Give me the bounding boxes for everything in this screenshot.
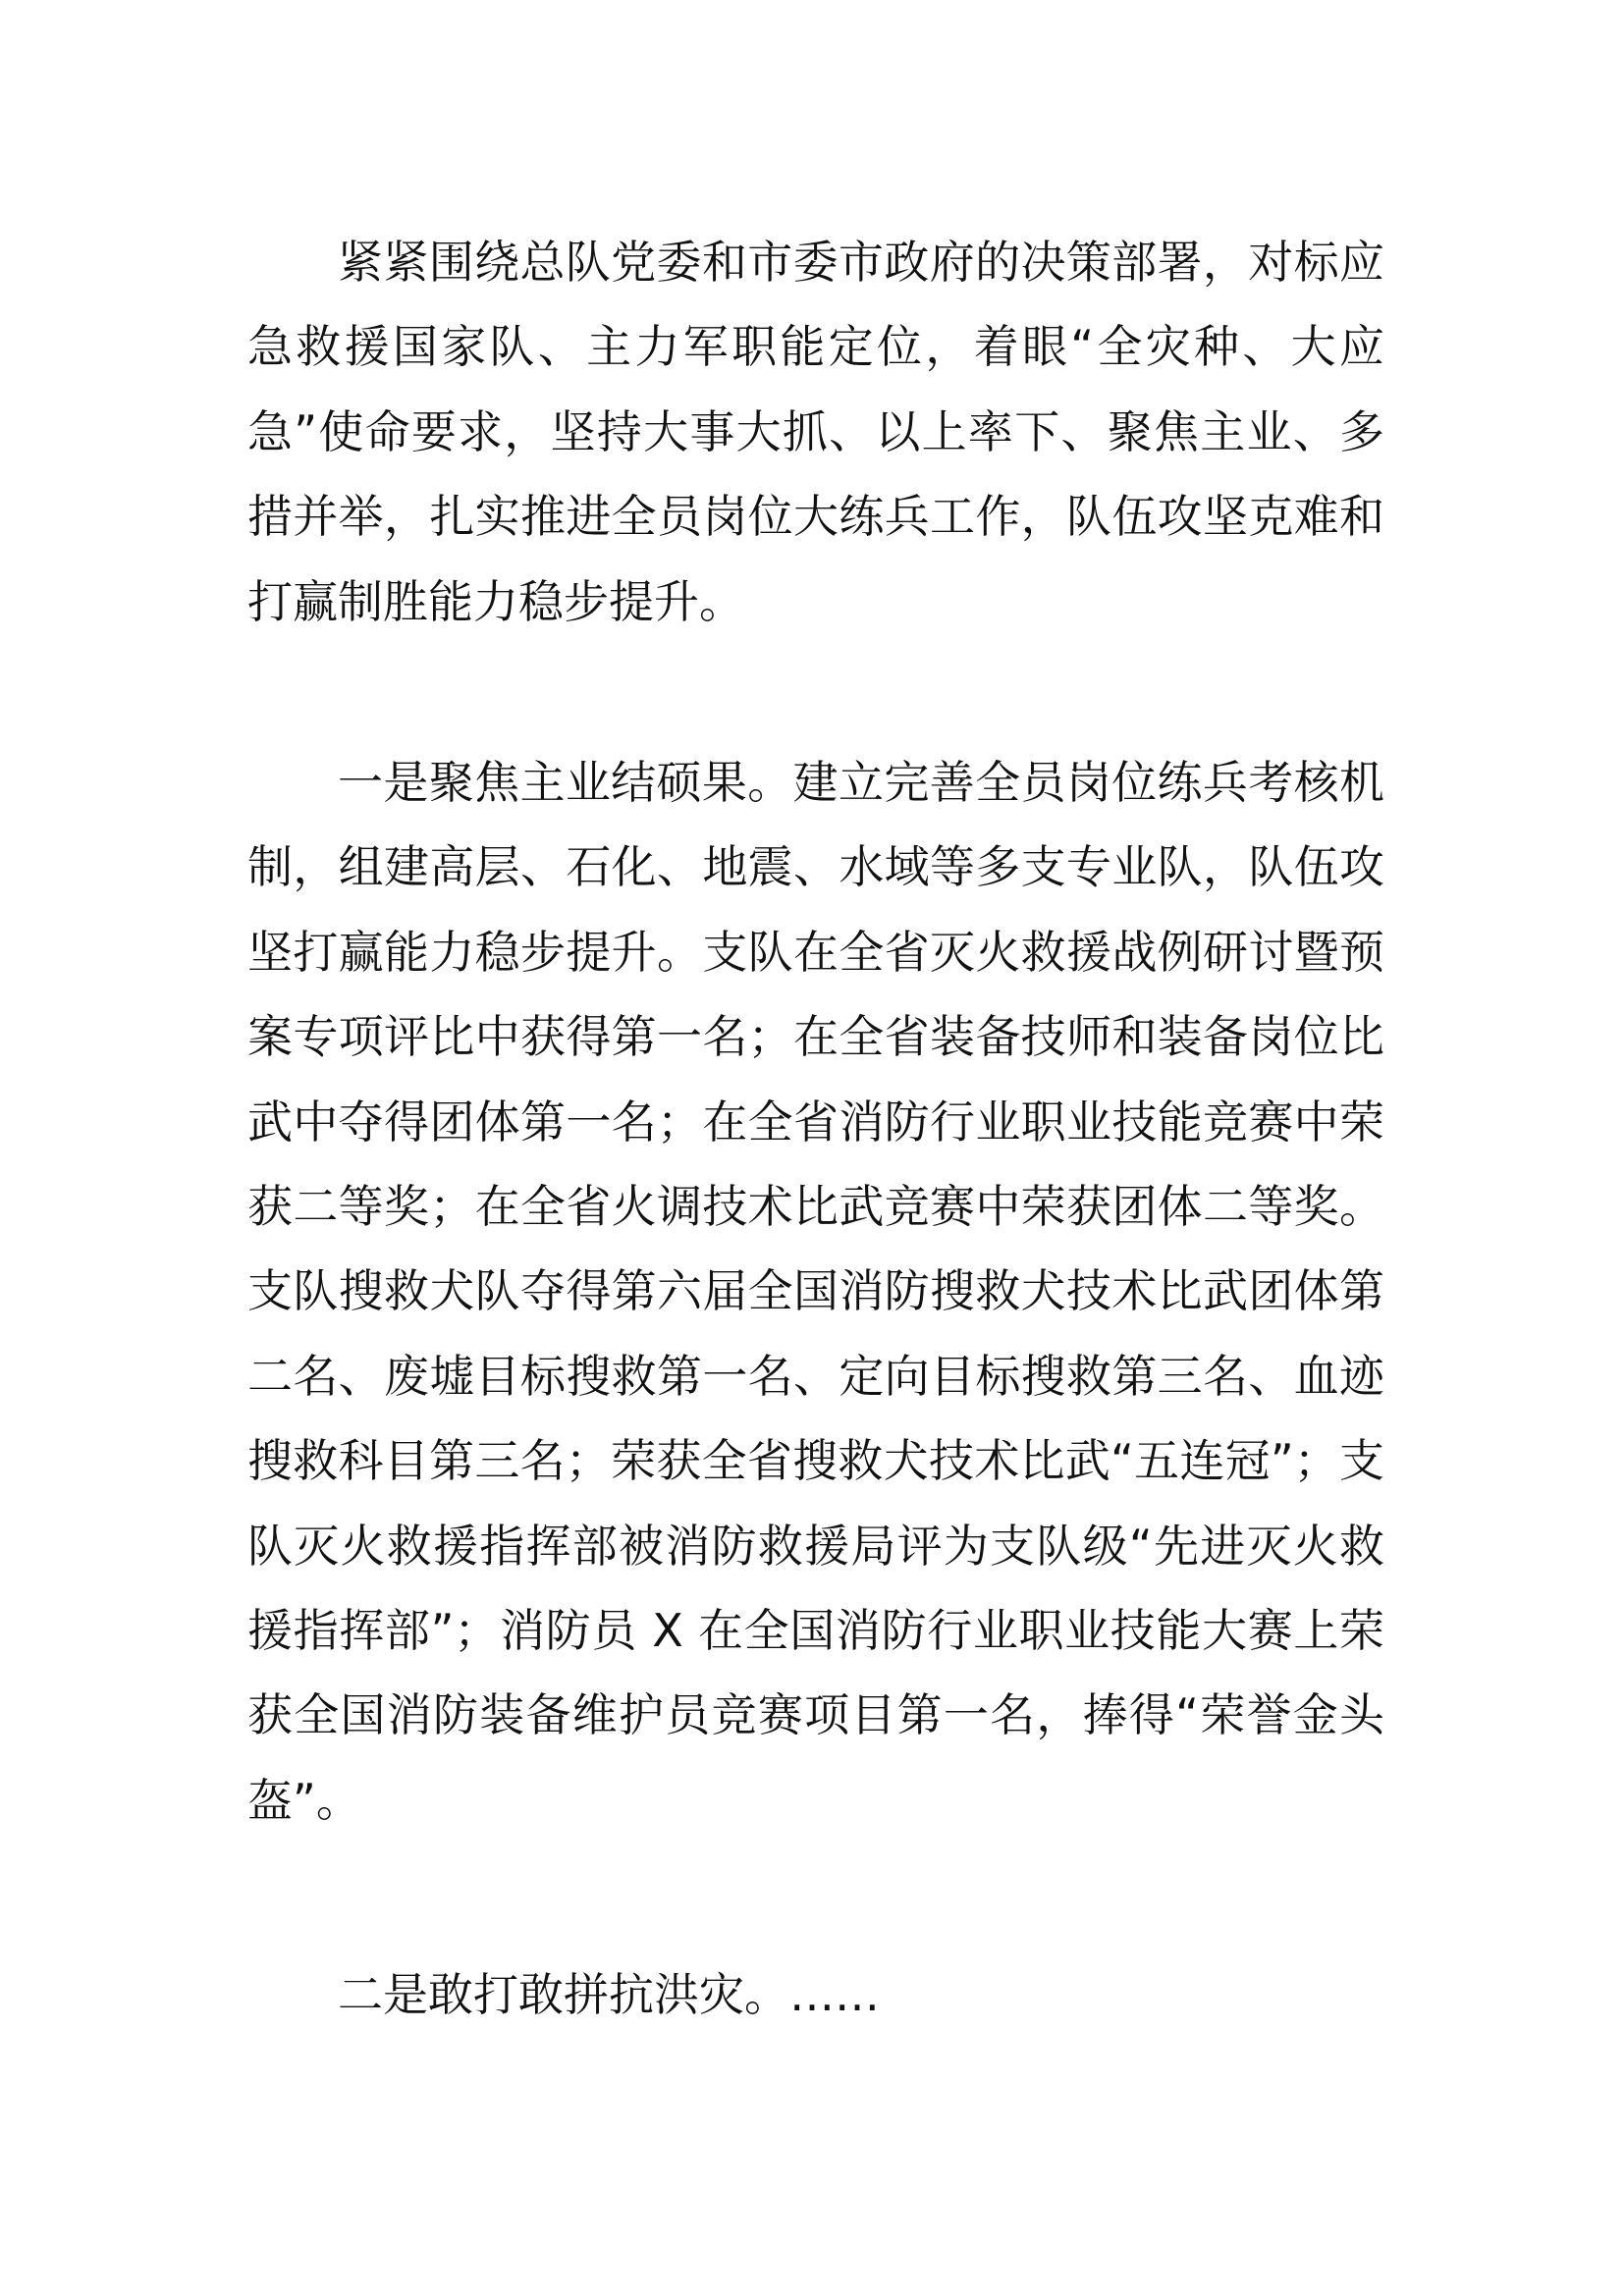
section-one-paragraph: 一是聚焦主业结硕果。建立完善全员岗位练兵考核机制，组建高层、石化、地震、水域等多支专业队，队伍攻坚打赢能力稳步提升。支队在全省灭火救援战例研讨暨预案专项评比中获得第一名；在全省装备技师和装备岗位比武中夺得团体第一名；在全省消防行业职业技能竞赛中荣获二等奖；在全省火调技术比武竞赛中荣获团体二等奖。支队搜救犬队夺得第六届全国消防搜救犬技术比武团体第二名、废墟目标搜救第一名、定向目标搜救第三名、血迹搜救科目第三名；荣获全省搜救犬技术比武“五连冠”；支队灭火救援指挥部被消防救援局评为支队级“先进灭火救援指挥部”；消防员 X 在全国消防行业职业技能大赛上荣获全国消防装备维护员竞赛项目第一名，捧得“荣誉金头盔”。 — [247, 756, 1384, 1827]
intro-paragraph: 紧紧围绕总队党委和市委市政府的决策部署，对标应急救援国家队、主力军职能定位，着眼“全灾种、大应急”使命要求，坚持大事大抓、以上率下、聚焦主业、多措并举，扎实推进全员岗位大练兵工作，队伍攻坚克难和打赢制胜能力稳步提升。 — [247, 236, 1384, 628]
section-two-paragraph: 二是敢打敢拼抗洪灾。…… — [338, 1968, 880, 2021]
